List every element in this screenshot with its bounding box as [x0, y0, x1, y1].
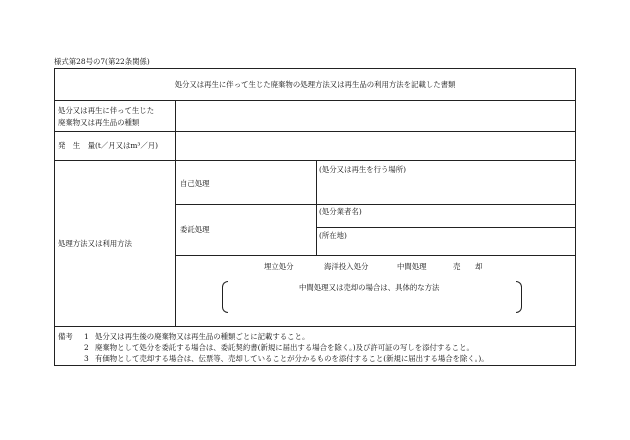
consigned-processing-label: 委託処理 — [180, 225, 210, 234]
method-detail-field[interactable] — [230, 294, 514, 312]
bracket-right — [516, 281, 522, 313]
contractor-address-label: (所在地) — [319, 231, 347, 240]
remark-text-3: 有価物として売却する場合は、伝票等、売却していることが分かるものを添付すること(新規に届出する場合を除く。)。 — [95, 354, 489, 363]
processing-place-field[interactable] — [318, 175, 573, 202]
form-title: 処分又は再生に伴って生じた廃棄物の処理方法又は再生品の利用方法を記載した書類 — [174, 80, 456, 89]
rule-detail-column — [316, 160, 317, 255]
rule-consigned-bottom — [175, 255, 576, 256]
rule-title-bottom — [54, 100, 576, 101]
option-landfill[interactable]: 埋立処分 — [264, 262, 294, 271]
waste-type-label-line1: 処分又は再生に伴って生じた — [58, 106, 155, 115]
rule-self-bottom — [175, 204, 576, 205]
waste-type-field[interactable] — [177, 102, 573, 129]
rule-contractor-bottom — [316, 227, 576, 228]
self-processing-label: 自己処理 — [180, 179, 210, 188]
generation-amount-field[interactable] — [177, 133, 573, 158]
contractor-name-label: (処分業者名) — [319, 207, 362, 216]
rule-amount-bottom — [54, 160, 576, 161]
bracket-left — [222, 281, 228, 313]
method-detail-note: 中間処理又は売却の場合は、具体的な方法 — [299, 283, 440, 292]
remark-number-1: 1 — [84, 332, 89, 341]
remarks-label: 備考 — [58, 332, 73, 341]
method-label: 処理方法又は利用方法 — [58, 239, 132, 248]
contractor-name-field[interactable] — [318, 216, 573, 226]
option-ocean-disposal[interactable]: 海洋投入処分 — [324, 262, 369, 271]
generation-amount-label: 発 生 量(t／月又はm³／月) — [58, 141, 159, 150]
remark-text-2: 廃棄物として処分を委託する場合は、委託契約書(新規に届出する場合を除く。)及び許可証の写しを添付すること。 — [95, 343, 474, 352]
rule-type-bottom — [54, 131, 576, 132]
remark-number-3: 3 — [84, 354, 89, 363]
processing-place-label: (処分又は再生を行う場所) — [319, 165, 407, 174]
form-number: 様式第28号の7(第22条関係) — [54, 57, 150, 66]
remark-text-1: 処分又は再生後の廃棄物又は再生品の種類ごとに記載すること。 — [95, 332, 310, 341]
waste-type-label-line2: 廃棄物又は再生品の種類 — [58, 118, 140, 127]
option-intermediate-processing[interactable]: 中間処理 — [397, 262, 427, 271]
contractor-address-field[interactable] — [318, 241, 573, 253]
option-sale[interactable]: 売 却 — [453, 262, 483, 271]
remark-number-2: 2 — [84, 343, 89, 352]
rule-label-column — [175, 100, 176, 326]
rule-remarks-top — [54, 326, 576, 327]
